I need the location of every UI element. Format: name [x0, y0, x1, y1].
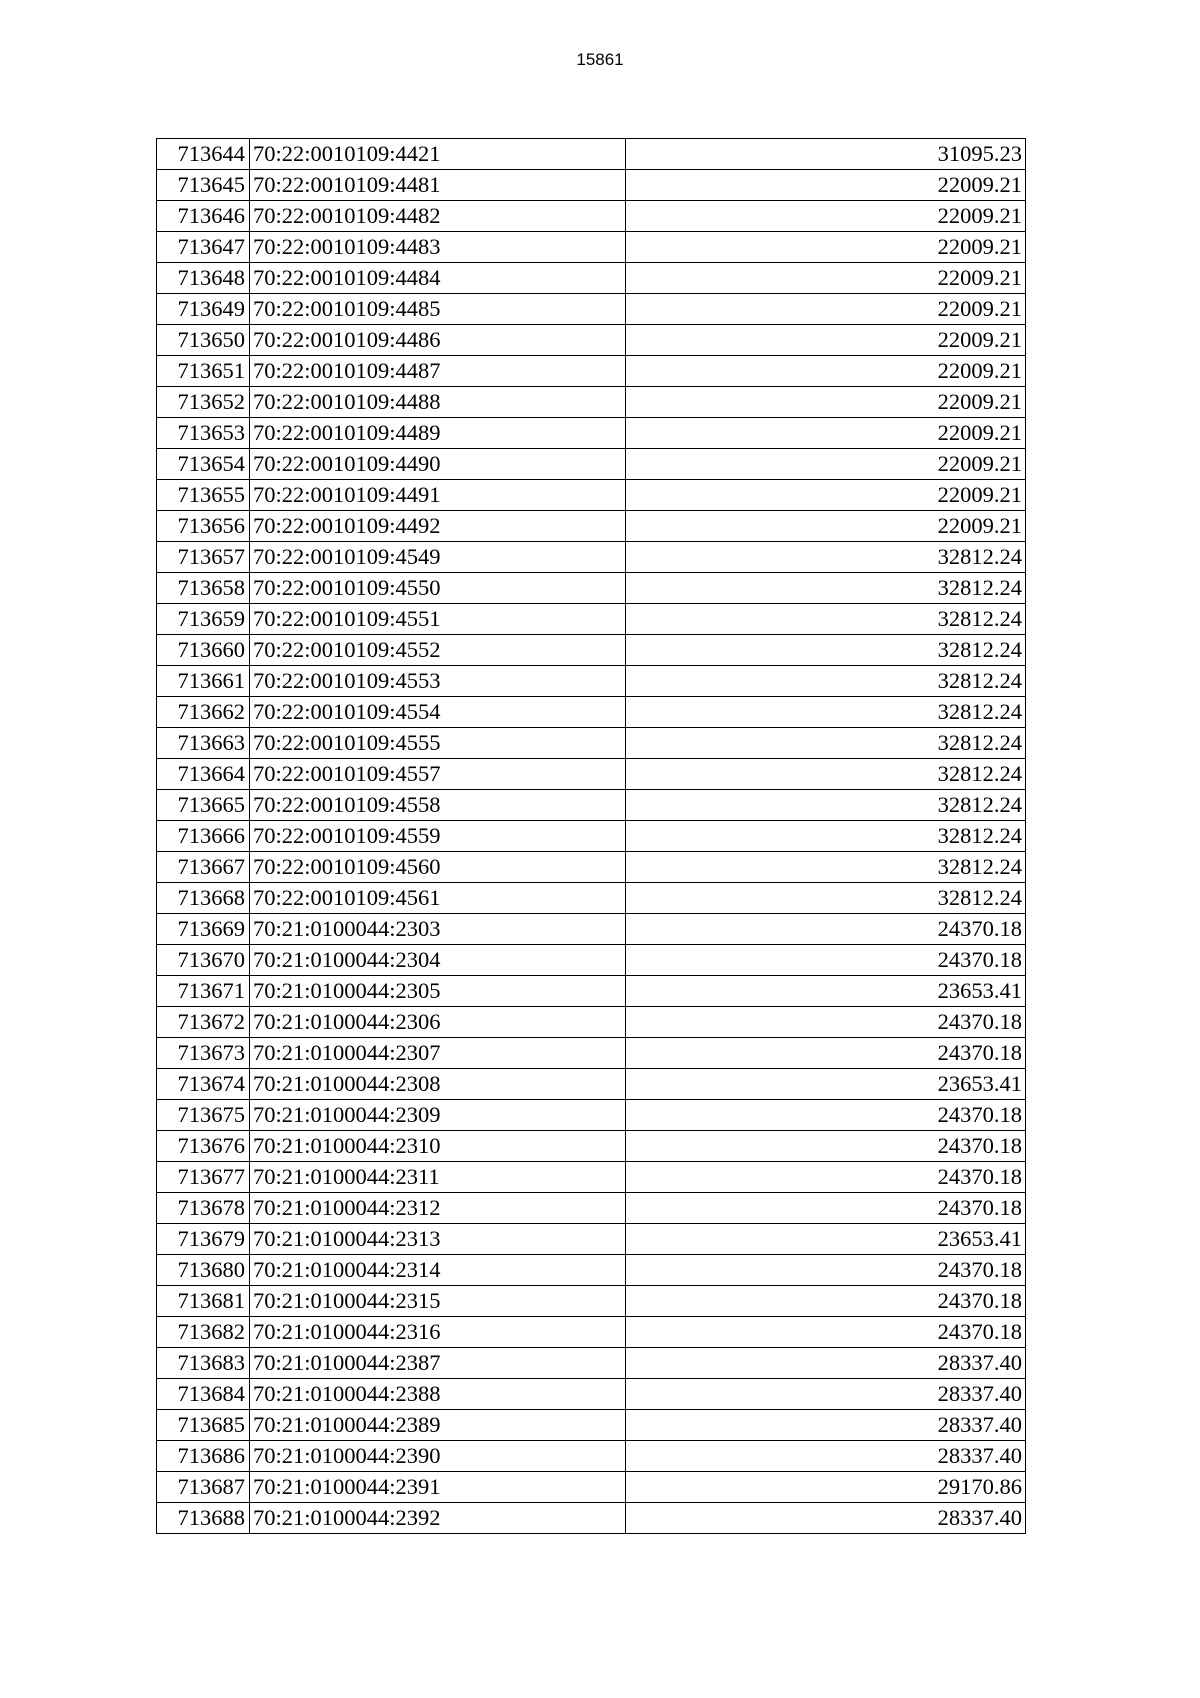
cadastral-number-cell: 70:21:0100044:2387	[250, 1348, 626, 1379]
row-number-cell: 713672	[157, 1007, 250, 1038]
table-row	[157, 697, 1026, 728]
row-number-cell: 713662	[157, 697, 250, 728]
row-number-cell: 713663	[157, 728, 250, 759]
value-cell: 22009.21	[626, 449, 1026, 480]
value-cell: 22009.21	[626, 325, 1026, 356]
value-cell: 22009.21	[626, 294, 1026, 325]
row-number-cell: 713644	[157, 139, 250, 170]
cadastral-number-cell: 70:22:0010109:4554	[250, 697, 626, 728]
table-row	[157, 1193, 1026, 1224]
table-row	[157, 728, 1026, 759]
cadastral-number-cell: 70:22:0010109:4487	[250, 356, 626, 387]
row-number-cell: 713658	[157, 573, 250, 604]
row-number-cell: 713670	[157, 945, 250, 976]
cadastral-table-container	[156, 138, 1026, 1534]
row-number-cell: 713653	[157, 418, 250, 449]
value-cell: 22009.21	[626, 263, 1026, 294]
row-number-cell: 713656	[157, 511, 250, 542]
table-row	[157, 511, 1026, 542]
table-row	[157, 356, 1026, 387]
table-row	[157, 480, 1026, 511]
row-number-cell: 713686	[157, 1441, 250, 1472]
cadastral-number-cell: 70:22:0010109:4550	[250, 573, 626, 604]
value-cell: 32812.24	[626, 666, 1026, 697]
page-number: 15861	[576, 50, 624, 69]
row-number-cell: 713684	[157, 1379, 250, 1410]
value-cell: 22009.21	[626, 201, 1026, 232]
row-number-cell: 713679	[157, 1224, 250, 1255]
cadastral-number-cell: 70:21:0100044:2305	[250, 976, 626, 1007]
cadastral-number-cell: 70:21:0100044:2315	[250, 1286, 626, 1317]
value-cell: 22009.21	[626, 232, 1026, 263]
value-cell: 32812.24	[626, 883, 1026, 914]
row-number-cell: 713646	[157, 201, 250, 232]
value-cell: 23653.41	[626, 1069, 1026, 1100]
table-row	[157, 387, 1026, 418]
value-cell: 22009.21	[626, 418, 1026, 449]
table-row	[157, 1069, 1026, 1100]
cadastral-number-cell: 70:22:0010109:4557	[250, 759, 626, 790]
table-row	[157, 201, 1026, 232]
value-cell: 32812.24	[626, 697, 1026, 728]
cadastral-number-cell: 70:22:0010109:4555	[250, 728, 626, 759]
cadastral-number-cell: 70:22:0010109:4559	[250, 821, 626, 852]
row-number-cell: 713680	[157, 1255, 250, 1286]
row-number-cell: 713649	[157, 294, 250, 325]
value-cell: 32812.24	[626, 635, 1026, 666]
table-row	[157, 139, 1026, 170]
table-row	[157, 418, 1026, 449]
value-cell: 32812.24	[626, 821, 1026, 852]
row-number-cell: 713666	[157, 821, 250, 852]
value-cell: 32812.24	[626, 852, 1026, 883]
table-row	[157, 294, 1026, 325]
cadastral-number-cell: 70:21:0100044:2312	[250, 1193, 626, 1224]
value-cell: 22009.21	[626, 480, 1026, 511]
value-cell: 32812.24	[626, 573, 1026, 604]
cadastral-number-cell: 70:22:0010109:4485	[250, 294, 626, 325]
cadastral-number-cell: 70:22:0010109:4492	[250, 511, 626, 542]
cadastral-number-cell: 70:22:0010109:4489	[250, 418, 626, 449]
row-number-cell: 713682	[157, 1317, 250, 1348]
cadastral-number-cell: 70:22:0010109:4561	[250, 883, 626, 914]
cadastral-number-cell: 70:22:0010109:4486	[250, 325, 626, 356]
table-row	[157, 1007, 1026, 1038]
value-cell: 24370.18	[626, 914, 1026, 945]
cadastral-number-cell: 70:22:0010109:4484	[250, 263, 626, 294]
row-number-cell: 713668	[157, 883, 250, 914]
value-cell: 29170.86	[626, 1472, 1026, 1503]
cadastral-number-cell: 70:22:0010109:4560	[250, 852, 626, 883]
value-cell: 28337.40	[626, 1503, 1026, 1534]
row-number-cell: 713660	[157, 635, 250, 666]
table-row	[157, 914, 1026, 945]
row-number-cell: 713669	[157, 914, 250, 945]
row-number-cell: 713651	[157, 356, 250, 387]
table-row	[157, 1410, 1026, 1441]
table-row	[157, 1255, 1026, 1286]
value-cell: 32812.24	[626, 604, 1026, 635]
row-number-cell: 713659	[157, 604, 250, 635]
cadastral-number-cell: 70:22:0010109:4553	[250, 666, 626, 697]
table-row	[157, 1038, 1026, 1069]
table-row	[157, 1503, 1026, 1534]
cadastral-number-cell: 70:21:0100044:2392	[250, 1503, 626, 1534]
cadastral-number-cell: 70:22:0010109:4488	[250, 387, 626, 418]
cadastral-number-cell: 70:22:0010109:4483	[250, 232, 626, 263]
value-cell: 22009.21	[626, 387, 1026, 418]
value-cell: 24370.18	[626, 1317, 1026, 1348]
row-number-cell: 713685	[157, 1410, 250, 1441]
cadastral-number-cell: 70:21:0100044:2303	[250, 914, 626, 945]
value-cell: 24370.18	[626, 1255, 1026, 1286]
value-cell: 24370.18	[626, 1193, 1026, 1224]
value-cell: 28337.40	[626, 1379, 1026, 1410]
cadastral-number-cell: 70:21:0100044:2310	[250, 1131, 626, 1162]
value-cell: 22009.21	[626, 356, 1026, 387]
row-number-cell: 713657	[157, 542, 250, 573]
row-number-cell: 713655	[157, 480, 250, 511]
cadastral-number-cell: 70:22:0010109:4490	[250, 449, 626, 480]
cadastral-number-cell: 70:22:0010109:4552	[250, 635, 626, 666]
table-row	[157, 976, 1026, 1007]
table-row	[157, 573, 1026, 604]
table-row	[157, 1100, 1026, 1131]
table-row	[157, 1317, 1026, 1348]
value-cell: 24370.18	[626, 1100, 1026, 1131]
value-cell: 32812.24	[626, 542, 1026, 573]
cadastral-number-cell: 70:22:0010109:4421	[250, 139, 626, 170]
row-number-cell: 713678	[157, 1193, 250, 1224]
row-number-cell: 713667	[157, 852, 250, 883]
row-number-cell: 713661	[157, 666, 250, 697]
row-number-cell: 713687	[157, 1472, 250, 1503]
cadastral-number-cell: 70:21:0100044:2313	[250, 1224, 626, 1255]
value-cell: 28337.40	[626, 1348, 1026, 1379]
table-row	[157, 1472, 1026, 1503]
row-number-cell: 713645	[157, 170, 250, 201]
row-number-cell: 713671	[157, 976, 250, 1007]
row-number-cell: 713648	[157, 263, 250, 294]
cadastral-number-cell: 70:21:0100044:2391	[250, 1472, 626, 1503]
value-cell: 24370.18	[626, 945, 1026, 976]
cadastral-number-cell: 70:21:0100044:2307	[250, 1038, 626, 1069]
cadastral-number-cell: 70:21:0100044:2308	[250, 1069, 626, 1100]
table-row	[157, 945, 1026, 976]
cadastral-number-cell: 70:21:0100044:2311	[250, 1162, 626, 1193]
value-cell: 32812.24	[626, 790, 1026, 821]
value-cell: 23653.41	[626, 1224, 1026, 1255]
table-row	[157, 542, 1026, 573]
cadastral-number-cell: 70:21:0100044:2388	[250, 1379, 626, 1410]
table-body	[157, 139, 1026, 1534]
table-row	[157, 232, 1026, 263]
cadastral-number-cell: 70:22:0010109:4549	[250, 542, 626, 573]
row-number-cell: 713652	[157, 387, 250, 418]
row-number-cell: 713675	[157, 1100, 250, 1131]
table-row	[157, 325, 1026, 356]
table-row	[157, 1441, 1026, 1472]
row-number-cell: 713664	[157, 759, 250, 790]
cadastral-number-cell: 70:21:0100044:2314	[250, 1255, 626, 1286]
cadastral-number-cell: 70:21:0100044:2390	[250, 1441, 626, 1472]
table-row	[157, 604, 1026, 635]
row-number-cell: 713683	[157, 1348, 250, 1379]
row-number-cell: 713665	[157, 790, 250, 821]
value-cell: 32812.24	[626, 728, 1026, 759]
cadastral-number-cell: 70:22:0010109:4551	[250, 604, 626, 635]
row-number-cell: 713676	[157, 1131, 250, 1162]
cadastral-number-cell: 70:21:0100044:2316	[250, 1317, 626, 1348]
cadastral-number-cell: 70:22:0010109:4558	[250, 790, 626, 821]
table-row	[157, 790, 1026, 821]
cadastral-number-cell: 70:21:0100044:2304	[250, 945, 626, 976]
table-row	[157, 263, 1026, 294]
value-cell: 24370.18	[626, 1038, 1026, 1069]
row-number-cell: 713647	[157, 232, 250, 263]
table-row	[157, 821, 1026, 852]
value-cell: 32812.24	[626, 759, 1026, 790]
table-row	[157, 852, 1026, 883]
cadastral-number-cell: 70:22:0010109:4481	[250, 170, 626, 201]
value-cell: 24370.18	[626, 1131, 1026, 1162]
value-cell: 22009.21	[626, 170, 1026, 201]
cadastral-number-cell: 70:21:0100044:2306	[250, 1007, 626, 1038]
table-row	[157, 1286, 1026, 1317]
row-number-cell: 713673	[157, 1038, 250, 1069]
row-number-cell: 713654	[157, 449, 250, 480]
value-cell: 31095.23	[626, 139, 1026, 170]
value-cell: 24370.18	[626, 1007, 1026, 1038]
table-row	[157, 759, 1026, 790]
table-row	[157, 635, 1026, 666]
row-number-cell: 713688	[157, 1503, 250, 1534]
row-number-cell: 713681	[157, 1286, 250, 1317]
table-row	[157, 883, 1026, 914]
cadastral-number-cell: 70:22:0010109:4491	[250, 480, 626, 511]
value-cell: 28337.40	[626, 1441, 1026, 1472]
value-cell: 22009.21	[626, 511, 1026, 542]
cadastral-number-cell: 70:21:0100044:2309	[250, 1100, 626, 1131]
cadastral-table	[156, 138, 1026, 1534]
value-cell: 23653.41	[626, 976, 1026, 1007]
table-row	[157, 1162, 1026, 1193]
table-row	[157, 1224, 1026, 1255]
table-row	[157, 449, 1026, 480]
table-row	[157, 666, 1026, 697]
value-cell: 24370.18	[626, 1162, 1026, 1193]
cadastral-number-cell: 70:21:0100044:2389	[250, 1410, 626, 1441]
value-cell: 28337.40	[626, 1410, 1026, 1441]
table-row	[157, 170, 1026, 201]
table-row	[157, 1379, 1026, 1410]
row-number-cell: 713674	[157, 1069, 250, 1100]
cadastral-number-cell: 70:22:0010109:4482	[250, 201, 626, 232]
row-number-cell: 713677	[157, 1162, 250, 1193]
row-number-cell: 713650	[157, 325, 250, 356]
table-row	[157, 1348, 1026, 1379]
table-row	[157, 1131, 1026, 1162]
value-cell: 24370.18	[626, 1286, 1026, 1317]
